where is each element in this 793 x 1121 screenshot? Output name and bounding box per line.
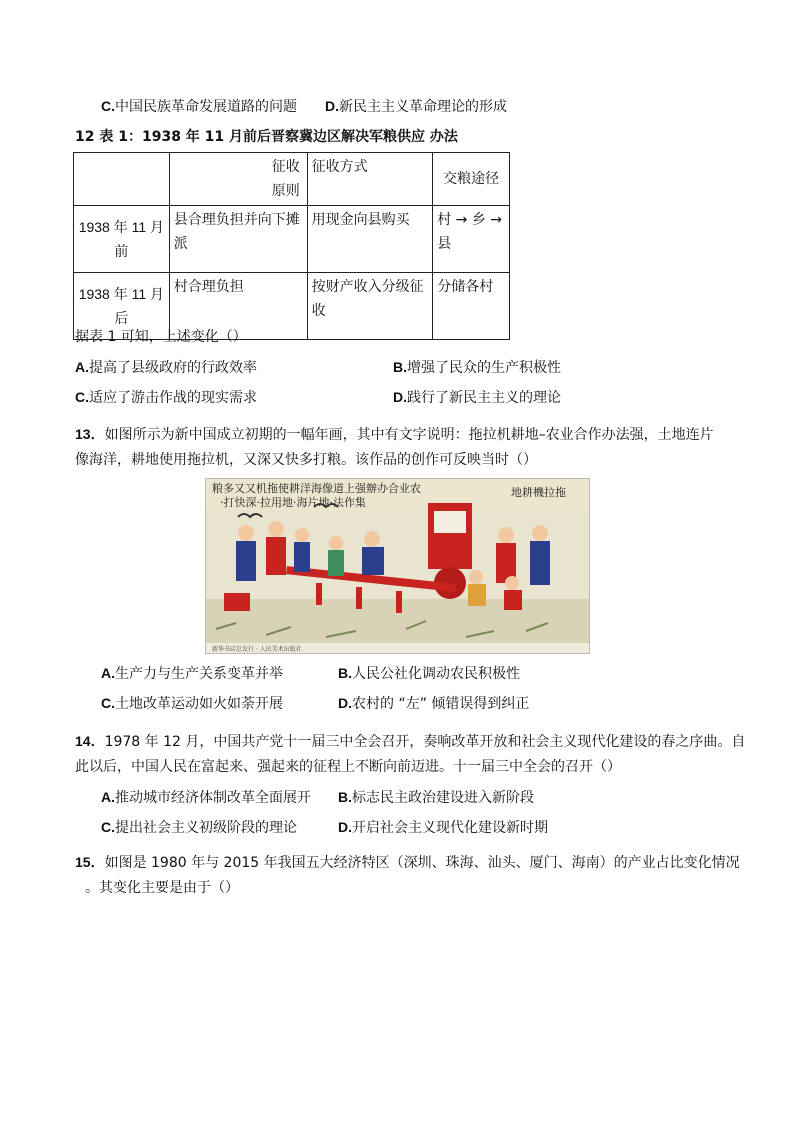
- q14-option-b[interactable]: [338, 787, 534, 808]
- option-letter: A.: [75, 359, 89, 375]
- q11-option-d[interactable]: [325, 96, 507, 117]
- option-letter: B.: [338, 789, 352, 805]
- option-text: 提高了县级政府的行政效率: [89, 360, 257, 376]
- option-letter: B.: [338, 665, 352, 681]
- table-cell-route: 村 → 乡 → 县: [433, 206, 510, 273]
- q13-option-a[interactable]: [101, 663, 283, 684]
- option-letter: D.: [325, 98, 339, 114]
- q13-option-b[interactable]: [338, 663, 520, 684]
- q13-stem-line1: 13．如图所示为新中国成立初期的一幅年画，其中有文字说明：拖拉机耕地–农业合作办法强，土地连片: [75, 426, 714, 443]
- table-row-period: 1938 年 11 月 后: [74, 273, 170, 340]
- q13-option-c[interactable]: [101, 693, 283, 714]
- question-number: 15．: [75, 854, 105, 870]
- poster-banner-right: 地耕機拉拖: [511, 486, 566, 499]
- option-text: 农村的 “左” 倾错误得到纠正: [352, 696, 530, 712]
- table-header-cell: 征收方式: [307, 153, 433, 206]
- question-number: 14．: [75, 733, 105, 749]
- option-text: 适应了游击作战的现实需求: [89, 390, 257, 406]
- table-row: [74, 206, 510, 273]
- q12-option-b[interactable]: [393, 357, 561, 378]
- poster-banner-line2: ·打快深·拉用地·海片地·法作集: [220, 496, 366, 509]
- poster-footer: 新华书店总发行 · 人民美术出版社: [212, 646, 302, 653]
- q12-option-d[interactable]: [393, 387, 561, 408]
- option-letter: A.: [101, 789, 115, 805]
- q13-stem-line2: 像海洋，耕地使用拖拉机，又深又快多打粮。该作品的创作可反映当时（）: [75, 452, 537, 468]
- table-cell-principle: 村合理负担: [169, 273, 307, 340]
- q12-option-a[interactable]: [75, 357, 257, 378]
- q14-option-c[interactable]: [101, 817, 297, 838]
- question-number: 13．: [75, 426, 105, 442]
- table-row-period: 1938 年 11 月 前: [74, 206, 170, 273]
- option-text: 开启社会主义现代化建设新时期: [352, 820, 548, 836]
- q12-stem: 据表 1 可知，上述变化（）: [75, 329, 247, 345]
- q13-option-d[interactable]: [338, 693, 529, 714]
- table-cell-method: 按财产收入分级征收: [307, 273, 433, 340]
- option-text: 推动城市经济体制改革全面展开: [115, 790, 311, 806]
- option-letter: D.: [338, 695, 352, 711]
- option-text: 新民主主义革命理论的形成: [339, 99, 507, 115]
- option-letter: B.: [393, 359, 407, 375]
- table-header-cell: 征收原则: [169, 153, 307, 206]
- option-text: 增强了民众的生产积极性: [407, 360, 561, 376]
- option-text: 标志民主政治建设进入新阶段: [352, 790, 534, 806]
- option-letter: C.: [101, 98, 115, 114]
- q14-option-d[interactable]: [338, 817, 548, 838]
- q15-stem-line1: 15．如图是 1980 年与 2015 年我国五大经济特区（深圳、珠海、汕头、厦门、海南）的产业占比变化情况: [75, 854, 740, 871]
- q11-option-c[interactable]: [101, 96, 297, 117]
- q14-option-a[interactable]: [101, 787, 311, 808]
- new-year-poster-image: [205, 478, 590, 654]
- q12-table-caption: 12 表 1：1938 年 11 月前后晋察冀边区解决军粮供应 办法: [75, 129, 458, 145]
- table-header-cell: [74, 153, 170, 206]
- option-text: 践行了新民主主义的理论: [407, 390, 561, 406]
- option-letter: C.: [75, 389, 89, 405]
- option-letter: D.: [338, 819, 352, 835]
- q12-option-c[interactable]: [75, 387, 257, 408]
- option-text: 人民公社化调动农民积极性: [352, 666, 520, 682]
- option-text: 中国民族革命发展道路的问题: [115, 99, 297, 115]
- option-letter: C.: [101, 819, 115, 835]
- option-text: 土地改革运动如火如荼开展: [115, 696, 283, 712]
- option-text: 提出社会主义初级阶段的理论: [115, 820, 297, 836]
- option-letter: A.: [101, 665, 115, 681]
- q14-stem-line1: 14．1978 年 12 月，中国共产党十一届三中全会召开，奏响改革开放和社会主义现代化建设的春之序曲。自: [75, 733, 746, 750]
- option-letter: D.: [393, 389, 407, 405]
- option-letter: C.: [101, 695, 115, 711]
- table-header-cell: 交粮途径: [433, 153, 510, 206]
- table-header-row: [74, 153, 510, 206]
- table-cell-method: 用现金向县购买: [307, 206, 433, 273]
- table-cell-principle: 县合理负担并向下摊派: [169, 206, 307, 273]
- q14-stem-line2: 此以后，中国人民在富起来、强起来的征程上不断向前迈进。十一届三中全会的召开（）: [75, 759, 621, 775]
- poster-banner-line1: 粮多又又机拖使耕洋海像道上强辦办合业农: [212, 482, 421, 495]
- q15-stem-line2: 。其变化主要是由于（）: [85, 880, 239, 896]
- option-text: 生产力与生产关系变革并举: [115, 666, 283, 682]
- q12-table: [73, 152, 510, 340]
- table-cell-route: 分储各村: [433, 273, 510, 340]
